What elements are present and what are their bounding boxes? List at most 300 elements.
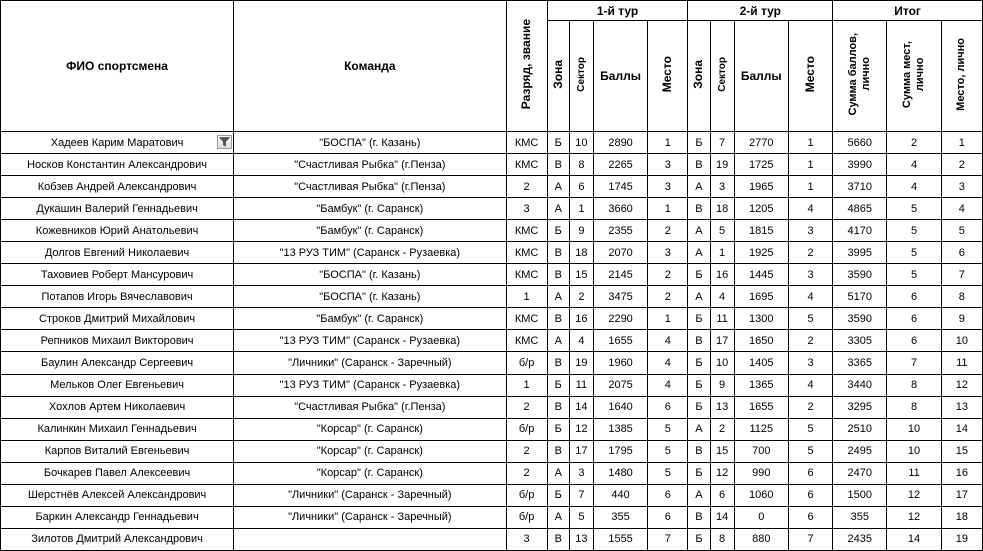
team-cell[interactable]: "Счастливая Рыбка" (г.Пенза)	[234, 396, 506, 418]
total-points-cell[interactable]: 3365	[833, 352, 887, 374]
round2-zone-cell[interactable]: Б	[688, 528, 710, 550]
athlete-name-cell[interactable]: Кожевников Юрий Анатольевич	[1, 220, 234, 242]
round1-place-cell[interactable]: 5	[648, 440, 688, 462]
round2-zone-cell[interactable]: Б	[688, 264, 710, 286]
round1-zone-cell[interactable]: В	[547, 154, 569, 176]
round2-sector-cell[interactable]: 1	[710, 242, 734, 264]
athlete-name-cell[interactable]: Кобзев Андрей Александрович	[1, 176, 234, 198]
round2-sector-cell[interactable]: 15	[710, 440, 734, 462]
athlete-name-cell[interactable]: Бочкарев Павел Алексеевич	[1, 462, 234, 484]
header-sector-2: Сектор	[710, 21, 734, 132]
round2-zone-cell[interactable]: В	[688, 440, 710, 462]
total-points-cell[interactable]: 2470	[833, 462, 887, 484]
round2-zone-cell[interactable]: А	[688, 484, 710, 506]
total-places-cell[interactable]: 5	[887, 220, 941, 242]
team-cell[interactable]	[234, 528, 506, 550]
total-points-cell[interactable]: 3440	[833, 374, 887, 396]
round1-place-cell[interactable]: 5	[648, 418, 688, 440]
round2-place-cell[interactable]: 7	[788, 528, 832, 550]
round2-place-cell[interactable]: 4	[788, 286, 832, 308]
final-place-cell[interactable]: 9	[941, 308, 982, 330]
header-total: Итог	[833, 1, 983, 21]
athlete-name-cell[interactable]: Мельков Олег Евгеньевич	[1, 374, 234, 396]
table-row	[1, 308, 983, 330]
rank-cell[interactable]: 2	[506, 396, 547, 418]
athlete-name-cell[interactable]: Зилотов Дмитрий Александрович	[1, 528, 234, 550]
round1-place-cell[interactable]: 6	[648, 484, 688, 506]
final-place-cell[interactable]: 14	[941, 418, 982, 440]
round1-place-cell[interactable]: 3	[648, 242, 688, 264]
team-cell[interactable]: "Счастливая Рыбка" (г.Пенза)	[234, 176, 506, 198]
round2-sector-cell[interactable]: 14	[710, 506, 734, 528]
total-places-cell[interactable]: 4	[887, 176, 941, 198]
round1-sector-cell[interactable]: 2	[569, 286, 593, 308]
table-row	[1, 440, 983, 462]
table-row	[1, 154, 983, 176]
round2-zone-cell[interactable]: Б	[688, 132, 710, 154]
round2-points-cell[interactable]: 1650	[734, 330, 788, 352]
round1-points-cell[interactable]: 1745	[593, 176, 647, 198]
table-row	[1, 132, 983, 154]
total-points-cell[interactable]: 3305	[833, 330, 887, 352]
athlete-name-cell[interactable]: Потапов Игорь Вячеславович	[1, 286, 234, 308]
athlete-name-cell[interactable]	[1, 132, 234, 154]
round2-points-cell[interactable]: 1725	[734, 154, 788, 176]
table-row	[1, 374, 983, 396]
athlete-name-cell[interactable]: Дукашин Валерий Геннадьевич	[1, 198, 234, 220]
round1-zone-cell[interactable]: А	[547, 506, 569, 528]
rank-cell[interactable]: КМС	[506, 220, 547, 242]
round1-points-cell[interactable]: 2070	[593, 242, 647, 264]
round2-sector-cell[interactable]: 12	[710, 462, 734, 484]
table-row	[1, 242, 983, 264]
round2-place-cell[interactable]: 2	[788, 396, 832, 418]
round2-zone-cell[interactable]: В	[688, 506, 710, 528]
round1-sector-cell[interactable]: 1	[569, 198, 593, 220]
round1-zone-cell[interactable]: А	[547, 198, 569, 220]
round1-points-cell[interactable]: 2890	[593, 132, 647, 154]
round1-points-cell[interactable]: 1640	[593, 396, 647, 418]
round2-zone-cell[interactable]: В	[688, 154, 710, 176]
round2-place-cell[interactable]: 2	[788, 330, 832, 352]
round1-points-cell[interactable]: 1555	[593, 528, 647, 550]
round1-place-cell[interactable]: 2	[648, 220, 688, 242]
round2-points-cell[interactable]: 880	[734, 528, 788, 550]
round1-sector-cell[interactable]: 10	[569, 132, 593, 154]
round2-place-cell[interactable]: 6	[788, 462, 832, 484]
round2-zone-cell[interactable]: А	[688, 242, 710, 264]
table-row	[1, 264, 983, 286]
table-row	[1, 528, 983, 550]
round2-place-cell[interactable]: 1	[788, 154, 832, 176]
total-places-cell[interactable]: 11	[887, 462, 941, 484]
round1-zone-cell[interactable]: В	[547, 264, 569, 286]
athlete-name-cell[interactable]: Карпов Виталий Евгеньевич	[1, 440, 234, 462]
team-cell[interactable]: "БОСПА" (г. Казань)	[234, 264, 506, 286]
round1-zone-cell[interactable]: А	[547, 330, 569, 352]
header-round2: 2-й тур	[688, 1, 833, 21]
round2-sector-cell[interactable]: 6	[710, 484, 734, 506]
total-places-cell[interactable]: 10	[887, 418, 941, 440]
total-points-cell[interactable]: 3995	[833, 242, 887, 264]
round1-place-cell[interactable]: 7	[648, 528, 688, 550]
round2-sector-cell[interactable]: 5	[710, 220, 734, 242]
round1-place-cell[interactable]: 1	[648, 198, 688, 220]
total-points-cell[interactable]: 355	[833, 506, 887, 528]
table-row	[1, 462, 983, 484]
round2-sector-cell[interactable]: 9	[710, 374, 734, 396]
total-places-cell[interactable]: 7	[887, 352, 941, 374]
final-place-cell[interactable]: 13	[941, 396, 982, 418]
round2-zone-cell[interactable]: А	[688, 286, 710, 308]
final-place-cell[interactable]: 11	[941, 352, 982, 374]
rank-cell[interactable]: б/р	[506, 484, 547, 506]
round2-sector-cell[interactable]: 16	[710, 264, 734, 286]
rank-cell[interactable]: 2	[506, 462, 547, 484]
rank-cell[interactable]: КМС	[506, 264, 547, 286]
total-places-cell[interactable]: 6	[887, 330, 941, 352]
round1-sector-cell[interactable]: 14	[569, 396, 593, 418]
round1-sector-cell[interactable]: 16	[569, 308, 593, 330]
round2-sector-cell[interactable]: 17	[710, 330, 734, 352]
round2-zone-cell[interactable]: Б	[688, 462, 710, 484]
round2-sector-cell[interactable]: 19	[710, 154, 734, 176]
total-places-cell[interactable]: 6	[887, 286, 941, 308]
table-row	[1, 506, 983, 528]
round2-place-cell[interactable]: 5	[788, 418, 832, 440]
rank-cell[interactable]: КМС	[506, 308, 547, 330]
round1-points-cell[interactable]: 3475	[593, 286, 647, 308]
header-points-2: Баллы	[734, 21, 788, 132]
round2-points-cell[interactable]: 1125	[734, 418, 788, 440]
round2-sector-cell[interactable]: 8	[710, 528, 734, 550]
round1-sector-cell[interactable]: 8	[569, 154, 593, 176]
round1-place-cell[interactable]: 6	[648, 396, 688, 418]
total-places-cell[interactable]: 14	[887, 528, 941, 550]
total-points-cell[interactable]: 2510	[833, 418, 887, 440]
round1-sector-cell[interactable]: 13	[569, 528, 593, 550]
athlete-name-cell[interactable]: Калинкин Михаил Геннадьевич	[1, 418, 234, 440]
table-row	[1, 418, 983, 440]
round1-points-cell[interactable]: 1480	[593, 462, 647, 484]
round2-place-cell[interactable]: 5	[788, 308, 832, 330]
total-points-cell[interactable]: 1500	[833, 484, 887, 506]
final-place-cell[interactable]: 15	[941, 440, 982, 462]
round1-sector-cell[interactable]: 3	[569, 462, 593, 484]
round2-sector-cell[interactable]: 18	[710, 198, 734, 220]
round2-points-cell[interactable]: 1925	[734, 242, 788, 264]
round1-zone-cell[interactable]: В	[547, 308, 569, 330]
round1-place-cell[interactable]: 4	[648, 374, 688, 396]
total-places-cell[interactable]: 5	[887, 198, 941, 220]
round1-sector-cell[interactable]: 19	[569, 352, 593, 374]
round2-points-cell[interactable]: 990	[734, 462, 788, 484]
round1-sector-cell[interactable]: 18	[569, 242, 593, 264]
team-cell[interactable]: "Личники" (Саранск - Заречный)	[234, 484, 506, 506]
total-places-cell[interactable]: 5	[887, 242, 941, 264]
round2-place-cell[interactable]: 1	[788, 132, 832, 154]
round1-points-cell[interactable]: 3660	[593, 198, 647, 220]
total-points-cell[interactable]: 3710	[833, 176, 887, 198]
rank-cell[interactable]: 1	[506, 374, 547, 396]
total-points-cell[interactable]: 2435	[833, 528, 887, 550]
final-place-cell[interactable]: 7	[941, 264, 982, 286]
round1-points-cell[interactable]: 2290	[593, 308, 647, 330]
round1-points-cell[interactable]: 2075	[593, 374, 647, 396]
round1-points-cell[interactable]: 2265	[593, 154, 647, 176]
round1-zone-cell[interactable]: В	[547, 242, 569, 264]
team-cell[interactable]: "Бамбук" (г. Саранск)	[234, 198, 506, 220]
round1-sector-cell[interactable]: 7	[569, 484, 593, 506]
final-place-cell[interactable]: 6	[941, 242, 982, 264]
round1-points-cell[interactable]: 1385	[593, 418, 647, 440]
round2-place-cell[interactable]: 4	[788, 374, 832, 396]
round2-points-cell[interactable]: 1815	[734, 220, 788, 242]
total-points-cell[interactable]: 2495	[833, 440, 887, 462]
round1-place-cell[interactable]: 1	[648, 308, 688, 330]
athlete-name-cell[interactable]: Шерстнёв Алексей Александрович	[1, 484, 234, 506]
round2-zone-cell[interactable]: Б	[688, 396, 710, 418]
header-sector-1: Сектор	[569, 21, 593, 132]
final-place-cell[interactable]: 12	[941, 374, 982, 396]
round2-zone-cell[interactable]: Б	[688, 308, 710, 330]
round1-points-cell[interactable]: 1960	[593, 352, 647, 374]
round1-place-cell[interactable]: 2	[648, 286, 688, 308]
total-places-cell[interactable]: 5	[887, 264, 941, 286]
team-cell[interactable]: "Бамбук" (г. Саранск)	[234, 220, 506, 242]
round2-sector-cell[interactable]: 3	[710, 176, 734, 198]
round2-zone-cell[interactable]: В	[688, 330, 710, 352]
final-place-cell[interactable]: 2	[941, 154, 982, 176]
team-cell[interactable]: "Корсар" (г. Саранск)	[234, 462, 506, 484]
final-place-cell[interactable]: 19	[941, 528, 982, 550]
round2-sector-cell[interactable]: 13	[710, 396, 734, 418]
header-place-1: Место	[648, 21, 688, 132]
rank-cell[interactable]: КМС	[506, 132, 547, 154]
table-row	[1, 330, 983, 352]
round1-sector-cell[interactable]: 15	[569, 264, 593, 286]
rank-cell[interactable]: 2	[506, 440, 547, 462]
total-places-cell[interactable]: 8	[887, 396, 941, 418]
round2-points-cell[interactable]: 1060	[734, 484, 788, 506]
team-cell[interactable]: "13 РУЗ ТИМ" (Саранск - Рузаевка)	[234, 374, 506, 396]
final-place-cell[interactable]: 18	[941, 506, 982, 528]
round2-sector-cell[interactable]: 11	[710, 308, 734, 330]
round1-sector-cell[interactable]: 6	[569, 176, 593, 198]
results-body	[1, 132, 983, 551]
round2-place-cell[interactable]: 2	[788, 242, 832, 264]
round2-place-cell[interactable]: 3	[788, 352, 832, 374]
athlete-name-cell[interactable]: Строков Дмитрий Михайлович	[1, 308, 234, 330]
round1-place-cell[interactable]: 3	[648, 154, 688, 176]
round1-zone-cell[interactable]: В	[547, 352, 569, 374]
round2-zone-cell[interactable]: А	[688, 418, 710, 440]
round2-points-cell[interactable]: 1405	[734, 352, 788, 374]
round2-sector-cell[interactable]: 7	[710, 132, 734, 154]
rank-cell[interactable]: КМС	[506, 330, 547, 352]
round2-place-cell[interactable]: 6	[788, 484, 832, 506]
team-cell[interactable]: "Счастливая Рыбка" (г.Пенза)	[234, 154, 506, 176]
team-cell[interactable]: "13 РУЗ ТИМ" (Саранск - Рузаевка)	[234, 242, 506, 264]
team-cell[interactable]: "13 РУЗ ТИМ" (Саранск - Рузаевка)	[234, 330, 506, 352]
round2-points-cell[interactable]: 1695	[734, 286, 788, 308]
rank-cell[interactable]: 3	[506, 198, 547, 220]
athlete-name-cell[interactable]: Репников Михаил Викторович	[1, 330, 234, 352]
athlete-name-cell[interactable]: Носков Константин Александрович	[1, 154, 234, 176]
round2-points-cell[interactable]: 1205	[734, 198, 788, 220]
total-places-cell[interactable]: 6	[887, 308, 941, 330]
round1-zone-cell[interactable]: В	[547, 396, 569, 418]
table-row	[1, 198, 983, 220]
round1-place-cell[interactable]: 2	[648, 264, 688, 286]
team-cell[interactable]: "Личники" (Саранск - Заречный)	[234, 352, 506, 374]
final-place-cell[interactable]: 5	[941, 220, 982, 242]
round2-place-cell[interactable]: 4	[788, 198, 832, 220]
round2-zone-cell[interactable]: А	[688, 176, 710, 198]
header-round1: 1-й тур	[547, 1, 688, 21]
round2-place-cell[interactable]: 5	[788, 440, 832, 462]
round2-points-cell[interactable]: 1300	[734, 308, 788, 330]
total-points-cell[interactable]: 3590	[833, 264, 887, 286]
header-name: ФИО спортсмена	[1, 1, 234, 132]
athlete-name-cell[interactable]: Долгов Евгений Николаевич	[1, 242, 234, 264]
final-place-cell[interactable]: 17	[941, 484, 982, 506]
total-points-cell[interactable]: 4865	[833, 198, 887, 220]
round2-points-cell[interactable]: 0	[734, 506, 788, 528]
round2-points-cell[interactable]: 1365	[734, 374, 788, 396]
rank-cell[interactable]: КМС	[506, 154, 547, 176]
round1-sector-cell[interactable]: 9	[569, 220, 593, 242]
round2-sector-cell[interactable]: 10	[710, 352, 734, 374]
round1-zone-cell[interactable]: А	[547, 462, 569, 484]
round1-place-cell[interactable]: 6	[648, 506, 688, 528]
total-points-cell[interactable]: 3590	[833, 308, 887, 330]
team-cell[interactable]: "БОСПА" (г. Казань)	[234, 286, 506, 308]
total-places-cell[interactable]: 2	[887, 132, 941, 154]
table-row	[1, 176, 983, 198]
final-place-cell[interactable]: 8	[941, 286, 982, 308]
final-place-cell[interactable]: 3	[941, 176, 982, 198]
team-cell[interactable]: "Корсар" (г. Саранск)	[234, 418, 506, 440]
round1-zone-cell[interactable]: А	[547, 176, 569, 198]
total-points-cell[interactable]: 3990	[833, 154, 887, 176]
round2-sector-cell[interactable]: 4	[710, 286, 734, 308]
rank-cell[interactable]: КМС	[506, 242, 547, 264]
total-places-cell[interactable]: 12	[887, 484, 941, 506]
round1-points-cell[interactable]: 1795	[593, 440, 647, 462]
round1-points-cell[interactable]: 1655	[593, 330, 647, 352]
round2-place-cell[interactable]: 1	[788, 176, 832, 198]
total-places-cell[interactable]: 10	[887, 440, 941, 462]
round2-points-cell[interactable]: 1445	[734, 264, 788, 286]
round1-zone-cell[interactable]: В	[547, 528, 569, 550]
round2-points-cell[interactable]: 700	[734, 440, 788, 462]
team-cell[interactable]: "Бамбук" (г. Саранск)	[234, 308, 506, 330]
round1-sector-cell[interactable]: 11	[569, 374, 593, 396]
final-place-cell[interactable]: 10	[941, 330, 982, 352]
round2-zone-cell[interactable]: Б	[688, 352, 710, 374]
athlete-name-cell[interactable]: Хохлов Артем Николаевич	[1, 396, 234, 418]
final-place-cell[interactable]: 16	[941, 462, 982, 484]
header-points-1: Баллы	[593, 21, 647, 132]
total-places-cell[interactable]: 8	[887, 374, 941, 396]
round2-zone-cell[interactable]: А	[688, 220, 710, 242]
round1-zone-cell[interactable]: Б	[547, 132, 569, 154]
rank-cell[interactable]: б/р	[506, 418, 547, 440]
round2-zone-cell[interactable]: Б	[688, 374, 710, 396]
round2-zone-cell[interactable]: В	[688, 198, 710, 220]
round1-zone-cell[interactable]: Б	[547, 418, 569, 440]
round2-place-cell[interactable]: 3	[788, 264, 832, 286]
round1-place-cell[interactable]: 4	[648, 352, 688, 374]
table-row	[1, 484, 983, 506]
round1-sector-cell[interactable]: 5	[569, 506, 593, 528]
header-sum-points: Сумма баллов, лично	[833, 21, 887, 132]
team-cell[interactable]: "БОСПА" (г. Казань)	[234, 132, 506, 154]
round1-points-cell[interactable]: 355	[593, 506, 647, 528]
round2-points-cell[interactable]: 1965	[734, 176, 788, 198]
header-zone-1: Зона	[547, 21, 569, 132]
round1-zone-cell[interactable]: Б	[547, 374, 569, 396]
header-sum-places: Сумма мест, лично	[887, 21, 941, 132]
total-points-cell[interactable]: 4170	[833, 220, 887, 242]
round2-place-cell[interactable]: 6	[788, 506, 832, 528]
header-place-personal: Место, лично	[941, 21, 982, 132]
round2-place-cell[interactable]: 3	[788, 220, 832, 242]
rank-cell[interactable]: б/р	[506, 352, 547, 374]
total-points-cell[interactable]: 5660	[833, 132, 887, 154]
round1-zone-cell[interactable]: Б	[547, 220, 569, 242]
round2-sector-cell[interactable]: 2	[710, 418, 734, 440]
round2-points-cell[interactable]: 2770	[734, 132, 788, 154]
team-cell[interactable]: "Корсар" (г. Саранск)	[234, 440, 506, 462]
round1-place-cell[interactable]: 1	[648, 132, 688, 154]
round1-points-cell[interactable]: 440	[593, 484, 647, 506]
final-place-cell[interactable]: 4	[941, 198, 982, 220]
round1-place-cell[interactable]: 4	[648, 330, 688, 352]
round1-zone-cell[interactable]: В	[547, 440, 569, 462]
total-points-cell[interactable]: 5170	[833, 286, 887, 308]
athlete-name-cell[interactable]: Баулин Александр Сергеевич	[1, 352, 234, 374]
header-team: Команда	[234, 1, 506, 132]
header-place-2: Место	[788, 21, 832, 132]
round1-zone-cell[interactable]: Б	[547, 484, 569, 506]
round1-sector-cell[interactable]: 12	[569, 418, 593, 440]
rank-cell[interactable]: 2	[506, 176, 547, 198]
team-cell[interactable]: "Личники" (Саранск - Заречный)	[234, 506, 506, 528]
round2-points-cell[interactable]: 1655	[734, 396, 788, 418]
total-places-cell[interactable]: 12	[887, 506, 941, 528]
round1-points-cell[interactable]: 2355	[593, 220, 647, 242]
total-places-cell[interactable]: 4	[887, 154, 941, 176]
round1-sector-cell[interactable]: 4	[569, 330, 593, 352]
rank-cell[interactable]: б/р	[506, 506, 547, 528]
rank-cell[interactable]: 1	[506, 286, 547, 308]
round1-zone-cell[interactable]: А	[547, 286, 569, 308]
athlete-name-cell[interactable]: Баркин Александр Геннадьевич	[1, 506, 234, 528]
round1-sector-cell[interactable]: 17	[569, 440, 593, 462]
filter-funnel-icon[interactable]	[217, 135, 232, 149]
final-place-cell[interactable]: 1	[941, 132, 982, 154]
round1-place-cell[interactable]: 3	[648, 176, 688, 198]
rank-cell[interactable]: 3	[506, 528, 547, 550]
round1-points-cell[interactable]: 2145	[593, 264, 647, 286]
table-row	[1, 286, 983, 308]
total-points-cell[interactable]: 3295	[833, 396, 887, 418]
header-rank: Разряд, звание	[506, 1, 547, 132]
athlete-name-cell[interactable]: Таховиев Роберт Мансурович	[1, 264, 234, 286]
round1-place-cell[interactable]: 5	[648, 462, 688, 484]
